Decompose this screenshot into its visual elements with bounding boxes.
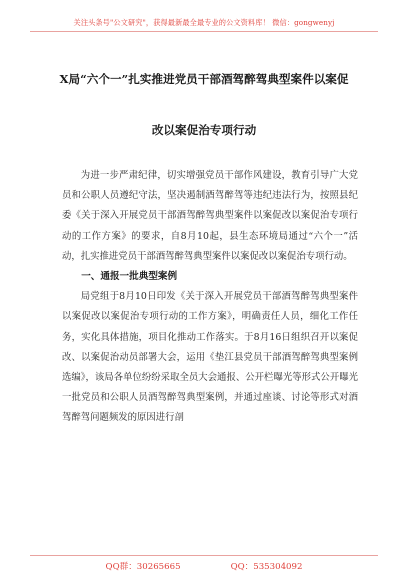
intro-paragraph: 为进一步严肃纪律，切实增强党员干部作风建设，教育引导广大党员和公职人员遵纪守法，坚决遏制酒驾醉驾等违纪违法行为，按照县纪委《关于深入开展党员干部酒驾醉驾典型案件以案促改以案促治专项行动的工作方案》的要求，自8月10起，县生态环境局通过“六个一”活动，扎实推进党员干部酒驾醉驾典型案件以案促改以案促治专项行动。: [62, 170, 358, 262]
document-body: [62, 166, 358, 429]
footer-qq: QQ：535304092: [230, 562, 303, 572]
document-title-line1: X局“六个一”扎实推进党员干部酒驾醉驾典型案件以案促: [59, 72, 349, 86]
header-banner: 关注头条号"公文研究"，获得最新最全最专业的公文资料库！ 微信：gongwenyj: [73, 18, 335, 27]
footer-divider: [30, 555, 378, 556]
footer-qq-group: QQ群：30265665: [105, 562, 181, 572]
section-heading: 一、通报一批典型案例: [81, 271, 178, 283]
header-divider: [30, 31, 378, 32]
section-paragraph: 局党组于8月10日印发《关于深入开展党员干部酒驾醉驾典型案件以案促改以案促治专项行动的工作方案》，明确责任人员，细化工作任务，实化具体措施，项目化推动工作落实。于8月16日组织召开以案促改、以案促治动员部署大会，运用《垫江县党员干部酒驾醉驾典型案例选编》，该局各单位纷纷采取全员大会通报、公开栏曝光等形式公开曝光一批党员和公职人员酒驾醉驾典型案例，并通过座谈、讨论等形式对酒驾醉驾问题频发的原因进行剖: [62, 291, 358, 424]
footer: [0, 560, 408, 572]
document-title-line2: 改以案促治专项行动: [151, 123, 257, 137]
